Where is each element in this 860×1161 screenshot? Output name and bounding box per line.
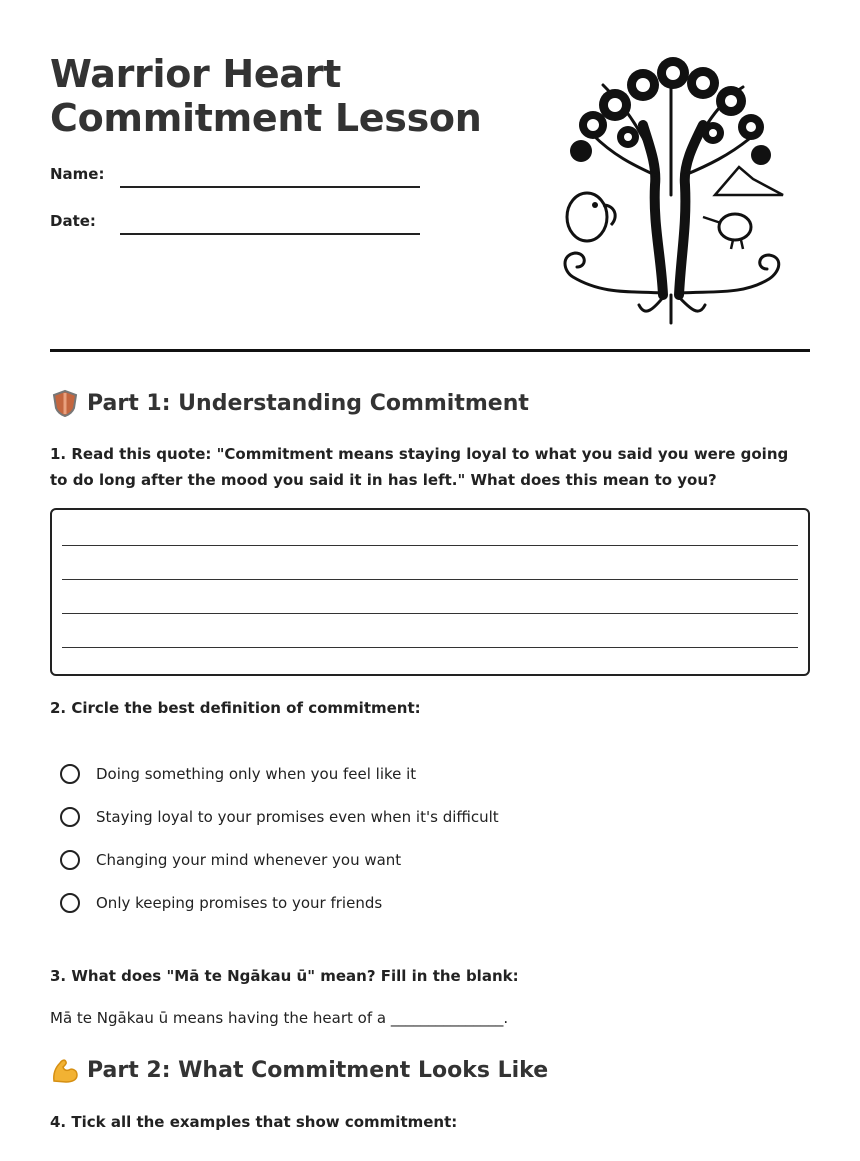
- header-divider: [50, 349, 810, 352]
- option-3[interactable]: [60, 850, 401, 870]
- option-1[interactable]: [60, 764, 416, 784]
- writing-line[interactable]: [62, 613, 798, 614]
- name-line[interactable]: [120, 186, 420, 188]
- option-label: Doing something only when you feel like it: [96, 765, 417, 783]
- title-line-2: Commitment Lesson: [50, 96, 482, 140]
- date-line[interactable]: [120, 233, 420, 235]
- option-label: Changing your mind whenever you want: [96, 851, 402, 869]
- answer-box[interactable]: [50, 508, 810, 676]
- option-label: Only keeping promises to your friends: [96, 894, 383, 912]
- date-label: Date:: [50, 212, 96, 230]
- option-circle[interactable]: [60, 850, 80, 870]
- option-4[interactable]: [60, 893, 382, 913]
- question-2: 2. Circle the best definition of commitment:: [50, 699, 421, 717]
- writing-line[interactable]: [62, 647, 798, 648]
- name-label: Name:: [50, 165, 105, 183]
- option-label: Staying loyal to your promises even when it's difficult: [96, 808, 499, 826]
- flexed-biceps-icon: [50, 1055, 80, 1085]
- option-circle[interactable]: [60, 764, 80, 784]
- title-line-1: Warrior Heart: [50, 52, 342, 96]
- question-4: 4. Tick all the examples that show commitment:: [50, 1113, 458, 1131]
- part-1-heading: [50, 388, 529, 418]
- kiwi-bird-icon: [703, 214, 751, 249]
- option-2[interactable]: [60, 807, 499, 827]
- page-title: [50, 52, 481, 140]
- writing-line[interactable]: [62, 579, 798, 580]
- option-circle[interactable]: [60, 893, 80, 913]
- part-2-title: Part 2: What Commitment Looks Like: [87, 1057, 549, 1083]
- question-1: 1. Read this quote: "Commitment means staying loyal to what you said you were going to do long after the mood you said it in has left." What does this mean to you?: [50, 445, 789, 489]
- option-circle[interactable]: [60, 807, 80, 827]
- kaka-bird-icon: [567, 193, 615, 241]
- worksheet: [50, 0, 810, 1161]
- writing-line[interactable]: [62, 545, 798, 546]
- part-2-heading: [50, 1055, 548, 1085]
- fill-in-blank[interactable]: Mā te Ngākau ū means having the heart of a _______________.: [50, 1009, 509, 1027]
- part-1-title: Part 1: Understanding Commitment: [87, 390, 529, 416]
- shield-icon: [50, 388, 80, 418]
- tree-of-life-icon: [553, 55, 789, 327]
- question-3: 3. What does "Mā te Ngākau ū" mean? Fill in the blank:: [50, 967, 519, 985]
